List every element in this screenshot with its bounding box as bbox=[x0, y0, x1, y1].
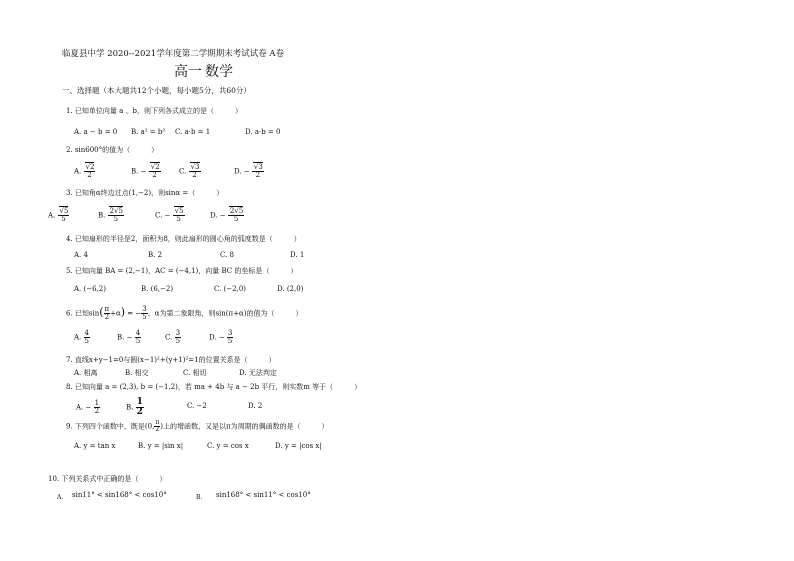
q8-b-denominator: 2 bbox=[136, 407, 143, 417]
q6-option-a bbox=[74, 330, 90, 345]
q2-d-numerator: √3 bbox=[253, 163, 263, 171]
question-4-stem: 4. 已知扇形的半径是2，面积为8，则此扇形的圆心角的弧度数是（ ） bbox=[66, 235, 301, 243]
q6-frac-numerator: 3 bbox=[142, 305, 147, 313]
q5-option-b: B. (6,−2) bbox=[141, 285, 174, 293]
q6-c-denominator: 5 bbox=[175, 337, 181, 345]
q2-a-denominator: 2 bbox=[87, 171, 92, 179]
q6-b-numerator: 4 bbox=[135, 329, 141, 337]
q6-option-b-label: B. − bbox=[117, 333, 133, 342]
q4-option-a: A. 4 bbox=[74, 251, 88, 259]
q3-option-a bbox=[48, 208, 69, 223]
q2-option-a bbox=[74, 164, 95, 179]
q4-option-c: C. 8 bbox=[220, 251, 235, 259]
q5-option-c: C. (−2,0) bbox=[214, 285, 247, 293]
q3-b-numerator: 2√5 bbox=[109, 207, 123, 215]
q2-b-denominator: 2 bbox=[152, 171, 157, 179]
q2-option-d-label: D. − bbox=[234, 167, 250, 176]
q3-option-a-label: A. bbox=[48, 211, 56, 220]
q6-c-numerator: 3 bbox=[175, 329, 181, 337]
q3-option-d bbox=[210, 208, 244, 223]
q8-option-a bbox=[76, 400, 100, 415]
q10-option-b-label: B. bbox=[196, 494, 203, 501]
question-9-stem bbox=[66, 420, 329, 433]
q1-option-b: B. a² = b² bbox=[131, 128, 166, 136]
q6-paren-numerator: π bbox=[104, 305, 110, 313]
question-3-stem: 3. 已知角α终边过点(1,−2)，则sinα =（ ） bbox=[66, 189, 224, 197]
q4-option-d: D. 1 bbox=[290, 251, 305, 259]
q8-option-b-label: B. bbox=[126, 403, 134, 412]
question-2-stem: 2. sin600°的值为（ ） bbox=[66, 146, 159, 154]
q3-d-numerator: 2√5 bbox=[229, 207, 244, 215]
q2-d-denominator: 2 bbox=[255, 171, 261, 179]
q2-option-b bbox=[131, 164, 161, 179]
q5-option-a: A. (−6,2) bbox=[74, 285, 106, 293]
q6-option-a-label: A. bbox=[74, 333, 82, 342]
q3-c-numerator: √5 bbox=[174, 207, 184, 215]
q2-c-denominator: 2 bbox=[192, 171, 197, 179]
q9-option-c: C. y = cos x bbox=[207, 442, 249, 450]
q6-d-denominator: 5 bbox=[227, 337, 233, 345]
q8-option-a-label: A. − bbox=[76, 403, 92, 412]
q9-interval-open: (0, bbox=[144, 422, 155, 431]
q1-option-d: D. a·b = 0 bbox=[245, 128, 281, 136]
q3-a-denominator: 5 bbox=[61, 215, 66, 223]
q6-a-denominator: 5 bbox=[84, 337, 89, 345]
q2-b-numerator: √2 bbox=[150, 163, 160, 171]
question-6-stem: 6. 已知sin( $\frac{\pi}{2}$ +α) = − $\frac{3}{5}$ ，α为第二象限角，则sin(π+α)的值为（ ） bbox=[66, 305, 303, 321]
q2-option-c-label: C. bbox=[179, 167, 187, 176]
q3-option-c bbox=[155, 208, 185, 223]
q6-stem-d: ，α为第二象限角，则sin(π+α)的值为（ ） bbox=[147, 309, 303, 318]
q9-stem-a: 9. 下列四个函数中，既是 bbox=[66, 422, 145, 431]
q6-option-b bbox=[117, 330, 141, 345]
question-1-stem: 1. 已知单位向量 a 、b，则下列各式成立的是（ ） bbox=[66, 107, 243, 115]
q8-a-numerator: 1 bbox=[94, 399, 100, 407]
q3-option-b-label: B. bbox=[98, 211, 106, 220]
exam-title: 临夏县中学 2020--2021学年度第二学期期末考试试卷 A卷 bbox=[62, 49, 285, 59]
q6-b-denominator: 5 bbox=[135, 337, 141, 345]
subject-title: 数学 bbox=[205, 64, 233, 80]
q9-option-d: D. y = |cos x| bbox=[275, 442, 322, 450]
q9-interval-numerator: π bbox=[155, 419, 160, 426]
q9-option-a: A. y = tan x bbox=[74, 442, 116, 450]
q2-option-c bbox=[179, 164, 201, 179]
q3-c-denominator: 5 bbox=[176, 215, 181, 223]
grade-title: 高一 bbox=[174, 64, 202, 80]
q7-option-a: A. 相离 bbox=[74, 369, 98, 377]
q6-stem-c: = − bbox=[127, 309, 142, 318]
q8-option-c: C. −2 bbox=[187, 402, 207, 410]
q3-option-b bbox=[98, 208, 124, 223]
q3-option-c-label: C. − bbox=[155, 211, 171, 220]
q10-option-b-text: sin168° < sin11° < cos10° bbox=[216, 491, 311, 499]
question-10-stem: 10. 下列关系式中正确的是（ ） bbox=[48, 475, 167, 483]
q6-paren-denominator: 2 bbox=[104, 313, 110, 321]
q6-frac-denominator: 5 bbox=[142, 313, 147, 321]
q7-option-c: C. 相切 bbox=[183, 369, 207, 377]
q9-stem-b: )上的增函数，又是以π为周期的偶函数的是（ ） bbox=[160, 422, 329, 431]
q1-option-a: A. a − b = 0 bbox=[74, 128, 118, 136]
q8-a-denominator: 2 bbox=[94, 407, 100, 415]
q3-option-d-label: D. − bbox=[210, 211, 226, 220]
q6-stem-b: +α bbox=[110, 309, 121, 318]
q2-c-numerator: √3 bbox=[190, 163, 200, 171]
q9-option-b: B. y = |sin x| bbox=[138, 442, 184, 450]
q4-option-b: B. 2 bbox=[148, 251, 163, 259]
q5-option-d: D. (2,0) bbox=[277, 285, 304, 293]
q8-option-b bbox=[126, 398, 144, 417]
q10-option-a-text: sin11° < sin168° < cos10° bbox=[72, 491, 167, 499]
q3-b-denominator: 5 bbox=[113, 215, 119, 223]
q7-option-b: B. 相交 bbox=[125, 369, 149, 377]
q2-option-a-label: A. bbox=[74, 167, 82, 176]
q6-option-d-label: D. − bbox=[209, 333, 225, 342]
q8-option-d: D. 2 bbox=[248, 402, 263, 410]
q6-d-numerator: 3 bbox=[227, 329, 233, 337]
q6-option-c bbox=[165, 330, 181, 345]
q10-option-a-label: A. bbox=[57, 494, 64, 501]
question-8-stem: 8. 已知向量 a = (2,3), b = (−1,2)，若 ma + 4b 与 a − 2b 平行，则实数m 等于（ ） bbox=[66, 383, 362, 391]
q2-option-b-label: B. − bbox=[131, 167, 147, 176]
q6-option-d bbox=[209, 330, 233, 345]
q7-option-d: D. 无法判定 bbox=[239, 369, 277, 377]
question-7-stem: 7. 直线x+y−1=0与圆(x−1)²+(y+1)²=1的位置关系是（ ） bbox=[66, 356, 276, 364]
q2-a-numerator: √2 bbox=[85, 163, 95, 171]
q3-d-denominator: 5 bbox=[233, 215, 239, 223]
question-5-stem: 5. 已知向量 BA = (2,−1)，AC = (−4,1)，向量 BC 的坐标是（ ） bbox=[66, 267, 298, 275]
q3-a-numerator: √5 bbox=[59, 207, 69, 215]
q6-option-c-label: C. bbox=[165, 333, 173, 342]
section-title: 一、选择题（本大题共12个小题，每小题5分，共60分） bbox=[62, 86, 251, 95]
q1-option-c: C. a·b = 1 bbox=[175, 128, 211, 136]
q9-interval-denominator: 2 bbox=[155, 426, 160, 433]
q8-b-numerator: 1 bbox=[136, 397, 143, 407]
q6-a-numerator: 4 bbox=[84, 329, 89, 337]
q6-stem-a: 6. 已知sin bbox=[66, 309, 100, 318]
q2-option-d bbox=[234, 164, 264, 179]
